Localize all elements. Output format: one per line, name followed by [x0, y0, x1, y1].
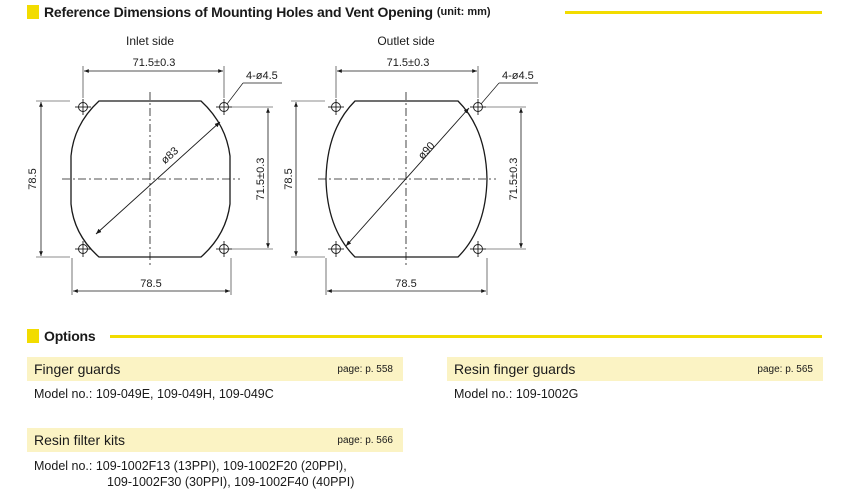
inlet-bottom-dimension: 78.5 — [140, 278, 162, 290]
outlet-holes-label: 4-ø4.5 — [502, 70, 534, 82]
inlet-top-dimension: 71.5±0.3 — [132, 57, 176, 69]
inlet-mounting-hole-icon — [75, 99, 232, 257]
outlet-top-dimension: 71.5±0.3 — [386, 57, 430, 69]
option-model-number-continued: 109-1002F30 (30PPI), 109-1002F40 (40PPI) — [107, 475, 355, 489]
outlet-label: Outlet side — [377, 34, 435, 48]
inlet-right-dimension: 71.5±0.3 — [255, 157, 267, 201]
outlet-right-dimension: 71.5±0.3 — [508, 157, 520, 201]
option-name: Resin filter kits — [34, 432, 126, 448]
option-resin-filter-kits-header — [27, 428, 403, 452]
option-model-number: Model no.: 109-049E, 109-049H, 109-049C — [34, 387, 274, 401]
inlet-label: Inlet side — [125, 34, 175, 48]
option-model-number: Model no.: 109-1002G — [454, 387, 579, 401]
inlet-drawing — [27, 34, 282, 295]
option-resin-finger-guards-header — [447, 357, 823, 381]
option-model-number: Model no.: 109-1002F13 (13PPI), 109-1002F20 (20PPI), — [34, 459, 347, 473]
option-finger-guards-header — [27, 357, 403, 381]
inlet-left-dimension: 78.5 — [27, 168, 39, 190]
option-page-link[interactable]: page: p. 558 — [337, 363, 393, 375]
outlet-diameter-label: ø90 — [415, 139, 438, 163]
outlet-bottom-dimension: 78.5 — [395, 278, 417, 290]
inlet-holes-label: 4-ø4.5 — [246, 70, 278, 82]
section-marker-icon — [27, 329, 39, 343]
inlet-diameter-label: ø83 — [158, 144, 182, 167]
reference-title: Reference Dimensions of Mounting Holes and Vent Opening — [44, 4, 433, 20]
reference-unit: (unit: mm) — [436, 6, 491, 18]
options-title-rule — [110, 335, 822, 338]
option-page-link[interactable]: page: p. 566 — [337, 434, 393, 446]
options-title: Options — [44, 328, 96, 344]
outlet-drawing — [283, 34, 538, 295]
options-section-title — [27, 326, 95, 346]
option-page-link[interactable]: page: p. 565 — [757, 363, 813, 375]
option-name: Finger guards — [34, 361, 121, 377]
option-name: Resin finger guards — [454, 361, 576, 377]
outlet-left-dimension: 78.5 — [283, 168, 295, 190]
